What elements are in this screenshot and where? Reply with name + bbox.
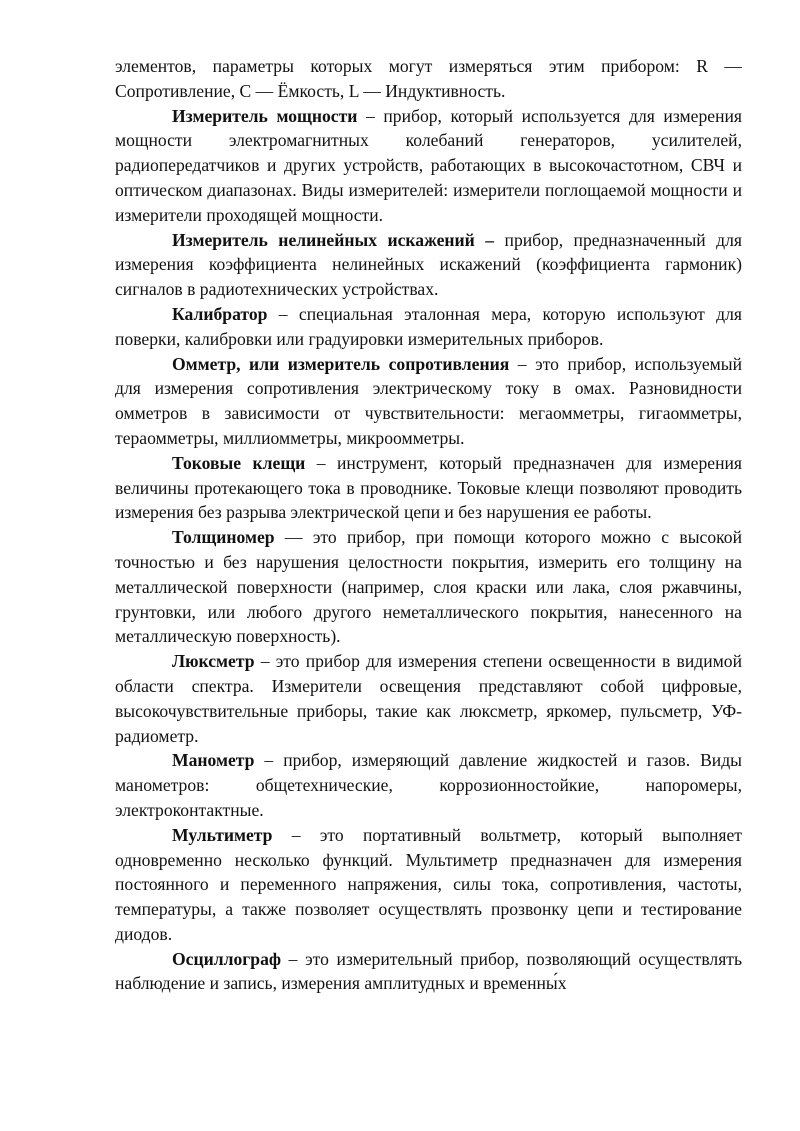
term-current-clamp: Токовые клещи (172, 452, 306, 473)
paragraph-power-meter (115, 104, 742, 228)
paragraph-text: — это прибор, при помощи которого можно с высокой точностью и без нарушения целостности покрытия, измерить его толщину на металлической поверхности (например, слоя краски или лака, слоя ржавчины, грунтовки, или любого другого неметаллического покрытия, нанесенного на металлическую поверхность). (115, 527, 742, 647)
term-ohmmeter: Омметр, или измеритель сопротивления (172, 353, 510, 374)
paragraph-calibrator (115, 302, 742, 352)
term-power-meter: Измеритель мощности (172, 105, 358, 126)
term-multimeter: Мультиметр (172, 824, 273, 845)
paragraph-text: – это прибор, используемый для измерения сопротивления электрическому току в омах. Разновидности омметров в зависимости от чувствительности: мегаомметры, гигаомметры, тераомметры, миллиомметры, микроомметры. (115, 353, 742, 448)
paragraph-text: – это прибор для измерения степени освещенности в видимой области спектра. Измерители освещения представляют собой цифровые, высокочувствительные приборы, такие как люксметр, яркомер, пульсметр, УФ-радиометр. (115, 651, 742, 746)
paragraph-oscilloscope (115, 947, 742, 997)
paragraph-text: – прибор, измеряющий давление жидкостей и газов. Виды манометров: общетехнические, коррозионностойкие, напоромеры, электроконтактные. (115, 750, 742, 820)
paragraph-continuation (115, 54, 742, 104)
term-luxmeter: Люксметр (172, 651, 255, 672)
paragraph-ohmmeter (115, 352, 742, 451)
paragraph-text: прибор, предназначенный для измерения коэффициента нелинейных искажений (коэффициента гармоник) сигналов в радиотехнических устройствах. (115, 229, 742, 300)
paragraph-current-clamp (115, 451, 742, 525)
paragraph-text: элементов, параметры которых могут измеряться этим прибором: R — Сопротивление, C — Ёмкость, L — Индуктивность. (115, 56, 742, 101)
paragraph-luxmeter (115, 649, 742, 748)
term-distortion-meter: Измеритель нелинейных искажений – (172, 229, 495, 250)
paragraph-manometer (115, 748, 742, 822)
paragraph-distortion-meter (115, 228, 742, 302)
paragraph-text: – специальная эталонная мера, которую используют для поверки, калибровки или градуировки измерительных приборов. (115, 303, 742, 349)
paragraph-text: – это измерительный прибор, позволяющий осуществлять наблюдение и запись, измерения амплитудных и временны́х (115, 948, 742, 994)
paragraph-multimeter (115, 823, 742, 947)
paragraph-text: – прибор, который используется для измерения мощности электромагнитных колебаний генераторов, усилителей, радиопередатчиков и других устройств, работающих в высокочастотном, СВЧ и оптическом диапазонах. Виды измерителей: измерители поглощаемой мощности и измерители проходящей мощности. (115, 105, 742, 225)
term-manometer: Манометр (172, 750, 255, 771)
term-thickness-gauge: Толщиномер (172, 527, 275, 548)
paragraph-text: – инструмент, который предназначен для измерения величины протекающего тока в проводнике. Токовые клещи позволяют проводить измерения без разрыва электрической цепи и без нарушения ее работы. (115, 452, 742, 523)
term-calibrator: Калибратор (172, 303, 268, 324)
term-oscilloscope: Осциллограф (172, 948, 282, 969)
paragraph-text: – это портативный вольтметр, который выполняет одновременно несколько функций. Мультиметр предназначен для измерения постоянного и переменного напряжения, силы тока, сопротивления, частоты, температуры, а также позволяет осуществлять прозвонку цепи и тестирование диодов. (115, 824, 742, 944)
document-page (115, 54, 742, 996)
paragraph-thickness-gauge (115, 525, 742, 649)
